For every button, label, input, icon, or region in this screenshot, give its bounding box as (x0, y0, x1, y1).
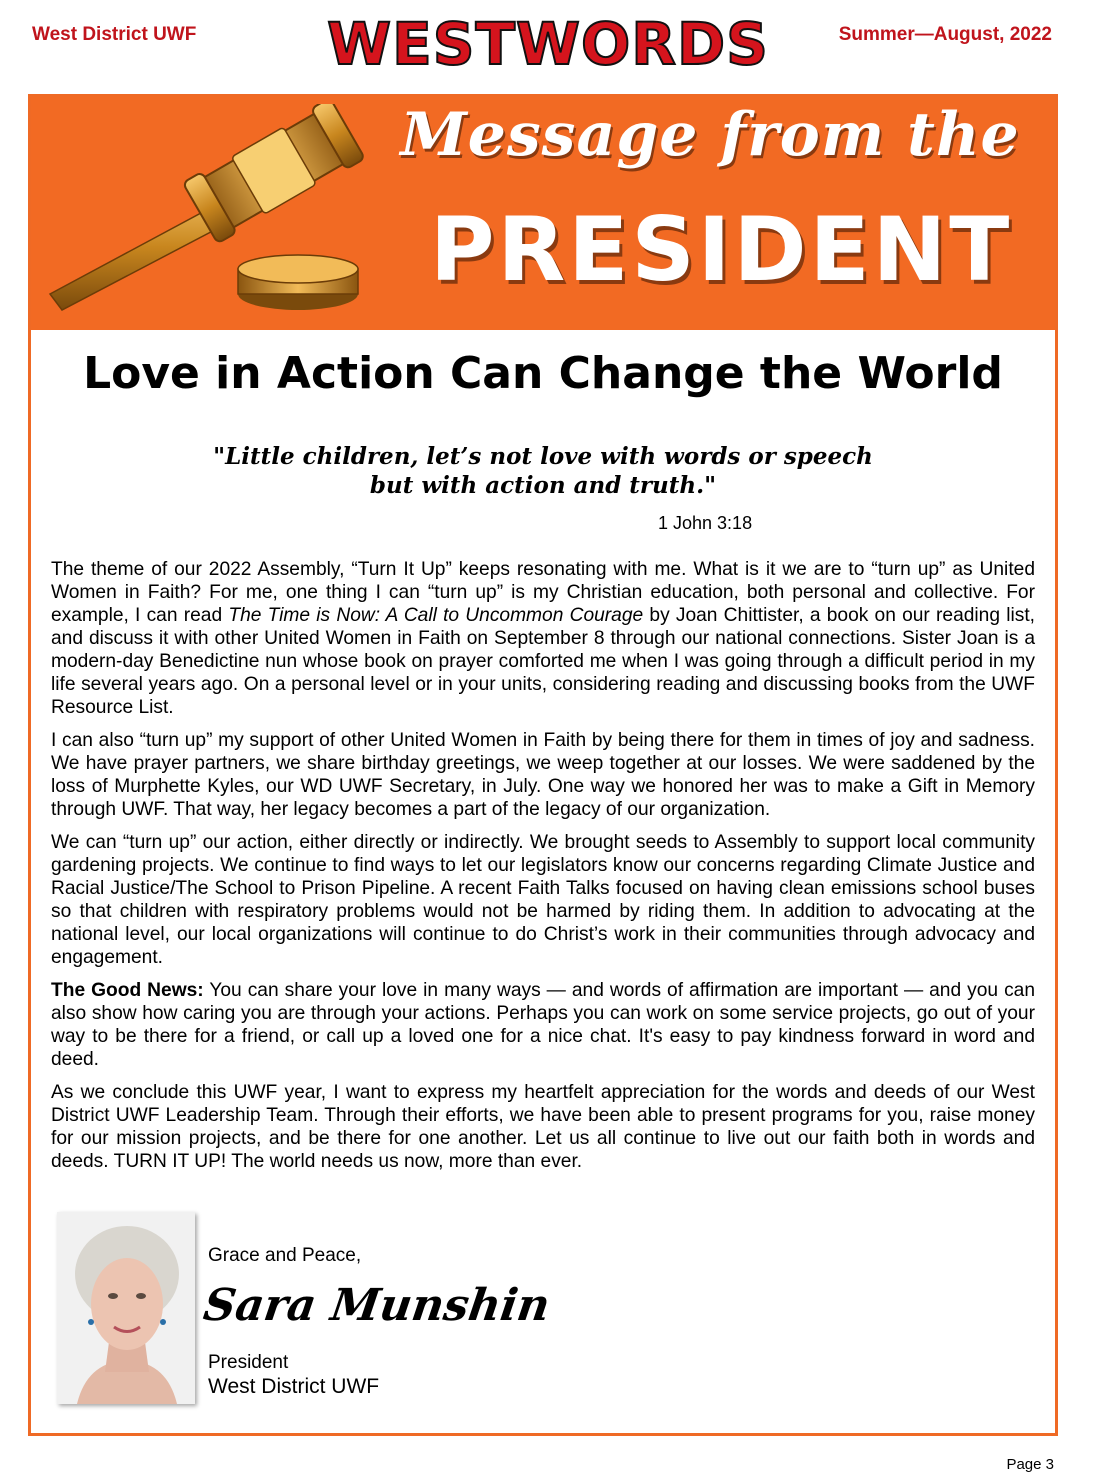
quote-line-2: but with action and truth." (369, 472, 717, 499)
signer-organization: West District UWF (208, 1375, 380, 1398)
paragraph-1-text-a: The theme of our 2022 Assembly, “Turn It Up” keeps resonating with me. What is it we are to “turn up” as United Women in Faith? For me, one thing I can “turn up” is my Christian education, both personal and collective. For example, I can read (51, 559, 1035, 626)
quote-line-1: "Little children, let’s not love with words or speech (213, 443, 873, 470)
signer-title: President (208, 1352, 289, 1373)
gavel-icon (40, 104, 380, 324)
scripture-quote (28, 442, 1058, 500)
paragraph-1 (51, 558, 1035, 719)
banner-president-text: PRESIDENT (430, 198, 1013, 301)
president-photo (57, 1212, 195, 1404)
banner-message-text: Message from the (400, 100, 1020, 170)
good-news-lead: The Good News: (51, 980, 204, 1001)
paragraph-2: I can also “turn up” my support of other United Women in Faith by being there for them in times of joy and sadness. We have prayer partners, we share birthday greetings, we weep together at our losses. We were saddened by the loss of Murphette Kyles, our WD UWF Secretary, in July. One way we honored her was to make a Gift in Memory through UWF. That way, her legacy becomes a part of the legacy of our organization. (51, 730, 1035, 820)
paragraph-5: As we conclude this UWF year, I want to express my heartfelt appreciation for the words and deeds of our West District UWF Leadership Team. Through their efforts, we have been able to present programs for you, raise money for our mission projects, and be there for one another. Let us all continue to live out our faith both in words and deeds. TURN IT UP! The world needs us now, more than ever. (51, 1082, 1035, 1172)
header-district: West District UWF (32, 24, 197, 45)
paragraph-1-text-b: by Joan Chittister, a book on our reading list, and discuss it with other United Women in Faith on September 8 through our national connections. Sister Joan is a modern-day Benedictine nun whose book on prayer comforted me when I was going through a difficult period in my life several years ago. On a personal level or in your units, considering reading and discussing books from the UWF Resource List. (51, 605, 1036, 718)
article-headline: Love in Action Can Change the World (83, 348, 1003, 399)
signature: Sara Munshin (200, 1280, 554, 1331)
page-number: Page 3 (1006, 1456, 1054, 1473)
closing-signoff: Grace and Peace, (208, 1245, 362, 1266)
scripture-reference: 1 John 3:18 (658, 513, 753, 533)
paragraph-4-text: You can share your love in many ways — and words of affirmation are important — and you can also show how caring you are through your actions. Perhaps you can work on some service projects, go out of your way to be there for a friend, or call up a loved one for a nice chat. It's easy to pay kindness forward in word and deed. (51, 980, 1036, 1070)
masthead-title: WESTWORDS (327, 10, 769, 78)
article-body (51, 558, 1035, 1183)
paragraph-3: We can “turn up” our action, either directly or indirectly. We brought seeds to Assembly to support local community gardening projects. We continue to find ways to let our legislators know our concerns regarding Climate Justice and Racial Justice/The School to Prison Pipeline. A recent Faith Talks focused on having clean emissions school buses so that children with respiratory problems would not be harmed by riding them. In addition to advocating at the national level, our local organizations will continue to do Christ’s work in their communities through advocacy and engagement. (51, 832, 1035, 968)
header-issue-date: Summer—August, 2022 (838, 24, 1052, 45)
paragraph-4 (51, 979, 1035, 1071)
book-title: The Time is Now: A Call to Uncommon Courage (228, 605, 644, 626)
